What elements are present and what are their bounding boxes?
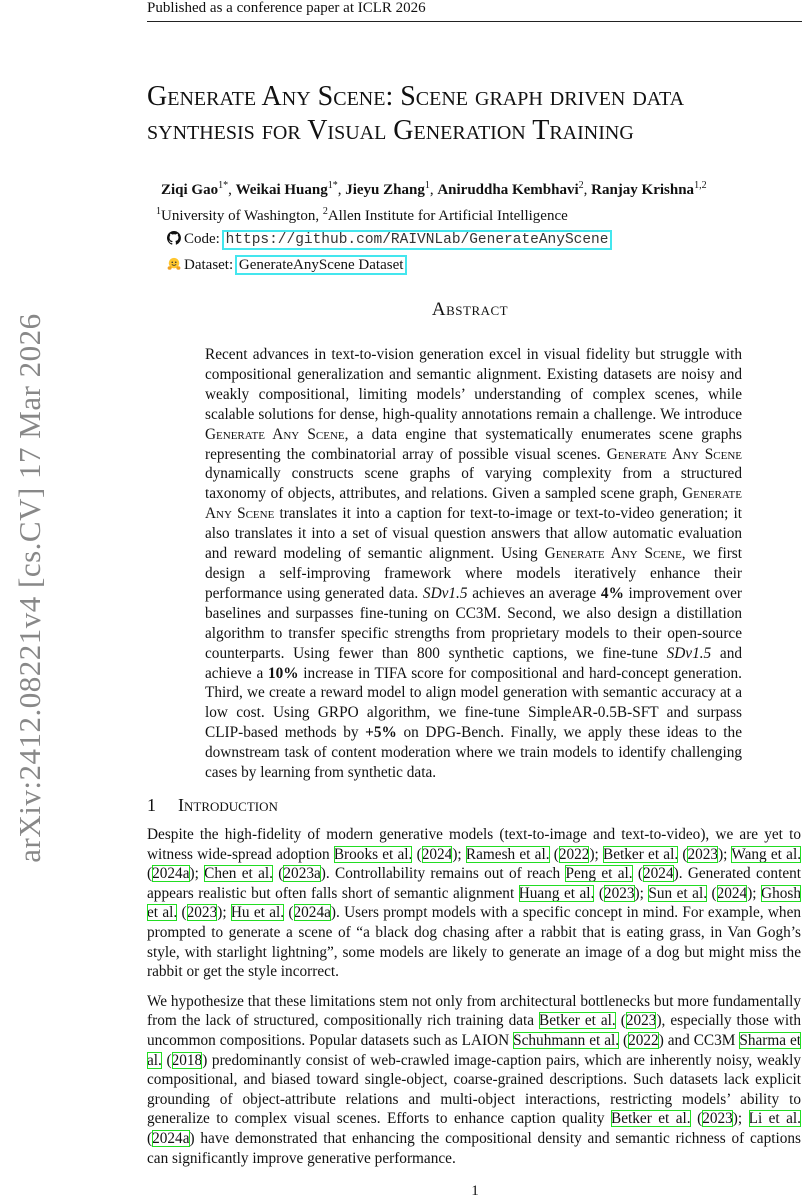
text-run: ) and CC3M: [658, 1031, 740, 1049]
author-sup: 1*: [327, 180, 338, 191]
affiliations: [156, 201, 707, 227]
citation-link[interactable]: Wang et al.: [731, 845, 802, 863]
citation-link[interactable]: 2018: [171, 1051, 203, 1069]
text-run: SDv1.5: [422, 584, 468, 602]
hugging-face-icon: [167, 257, 181, 278]
arxiv-stamp: arXiv:2412.08221v4 [cs.CV] 17 Mar 2026: [12, 313, 47, 863]
dataset-link[interactable]: GenerateAnyScene Dataset: [238, 257, 404, 273]
citation-link[interactable]: 2022: [558, 845, 590, 863]
paper-title: [147, 80, 802, 148]
text-run: Despite the high-fidelity of modern generative models (text-to-image and text-to-video), we are yet to witness wide-spread adoption: [147, 826, 801, 863]
author-name: Ranjay Krishna: [591, 182, 695, 198]
text-run: (: [412, 845, 422, 863]
text-run: (: [177, 904, 187, 922]
citation-link[interactable]: 2022: [628, 1031, 659, 1049]
author-sup: 1,2: [694, 180, 707, 191]
system-name: Generate Any Scene: [606, 445, 742, 463]
page-number: 1: [471, 1183, 479, 1199]
citation-link[interactable]: Schuhmann et al.: [513, 1031, 620, 1049]
title-line: Generate Any Scene: Scene graph driven data: [147, 81, 685, 112]
citation-link[interactable]: 2023: [186, 904, 218, 922]
text-run: (: [284, 904, 294, 922]
citation-link[interactable]: Ghosh et al.: [147, 884, 801, 922]
author-name: Weikai Huang: [235, 182, 328, 198]
citation-link[interactable]: Betker et al.: [603, 845, 679, 863]
affiliation: University of Washington,: [161, 208, 320, 224]
citation-link[interactable]: 2023: [687, 845, 719, 863]
citation-link[interactable]: 2024: [643, 865, 674, 883]
text-run: );: [189, 865, 205, 883]
citation-link[interactable]: Sharma et al.: [147, 1031, 802, 1069]
text-run: and achieve a: [205, 644, 742, 682]
citation-link[interactable]: Hu et al.: [230, 904, 285, 922]
title-line: synthesis for Visual Generation Training: [147, 115, 634, 146]
text-run: (: [678, 845, 688, 863]
text-run: , a data engine that systematically enumerates scene graphs representing the combinatorial array of possible visual scenes.: [205, 425, 742, 463]
citation-link[interactable]: 2023a: [283, 865, 321, 883]
affil-sup: 2: [322, 206, 328, 217]
system-name: Generate Any Scene: [544, 545, 682, 563]
text-run: (: [147, 1129, 153, 1147]
citation-link[interactable]: Li et al.: [748, 1110, 802, 1128]
author-sup: 2: [578, 180, 584, 191]
text-run: on DPG-Bench. Finally, we apply these ideas to the downstream task of content moderation where we train models to identify challenging cases by learning from synthetic data.: [205, 724, 742, 782]
system-name: Generate Any Scene: [205, 425, 345, 443]
text-run: );: [732, 1110, 749, 1128]
author-sup: 1*: [218, 180, 229, 191]
text-run: achieves an average: [467, 584, 601, 602]
github-icon: [167, 231, 181, 252]
author-list: Ziqi Gao$^{1*}$, Weikai Huang$^{1*}$, Jieyu Zhang$^1$, Aniruddha Kembhavi$^2$, Ranjay Krishna$^{1,2}$: [161, 180, 707, 198]
text-run: ). Generated content appears realistic but often falls short of semantic alignment: [147, 865, 802, 902]
text-run: ). Users prompt models with a specific concept in mind. For example, when prompted to generate a scene of “a black dog chasing after a rabbit that is eating grass, in Van Gogh’s style, with starlight lightning”, some models are likely to generate an image of a dog but might miss the rabbit or get the style incorrect.: [147, 904, 802, 981]
text-run: 10%: [267, 664, 299, 682]
author-name: Ziqi Gao: [161, 182, 219, 198]
citation-link[interactable]: Brooks et al.: [333, 845, 413, 863]
text-run: +5%: [365, 724, 397, 742]
header-rule: [147, 21, 802, 22]
dataset-line: [167, 255, 707, 278]
text-run: (: [147, 865, 153, 883]
text-run: (: [619, 1031, 629, 1049]
text-run: SDv1.5: [666, 644, 712, 662]
text-run: , we first design a self-improving framework where models iteratively enhance their performance using generated data.: [205, 545, 742, 602]
paragraph: [147, 992, 801, 1168]
citation-link[interactable]: Chen et al.: [204, 865, 273, 883]
paragraph: [147, 825, 801, 982]
text-run: We hypothesize that these limitations stem not only from architectural bottlenecks but more fundamentally from the lack of structured, compositionally rich training data: [147, 992, 801, 1030]
author-block: [156, 175, 707, 278]
text-run: );: [452, 845, 466, 863]
introduction-body: [147, 825, 801, 1178]
text-run: );: [217, 904, 231, 922]
code-line: [167, 229, 707, 252]
citation-link[interactable]: 2023: [603, 884, 635, 902]
text-run: (: [161, 1051, 172, 1069]
abstract-heading: Abstract: [431, 299, 509, 320]
text-run: (: [272, 865, 284, 883]
citation-link[interactable]: Peng et al.: [565, 865, 633, 883]
text-run: improvement over baselines and surpasses fine-tuning on CC3M. Second, we also design a distillation algorithm to transfer specific strengths from proprietary models to their open-source counterparts. Using fewer than 800 synthetic captions, we fine-tune: [205, 584, 742, 662]
text-run: ), especially those with uncommon compositions. Popular datasets such as LAION: [147, 1012, 801, 1049]
text-run: );: [589, 845, 604, 863]
running-header: Published as a conference paper at ICLR 2026: [147, 0, 426, 16]
text-run: 4%: [600, 584, 624, 602]
section-number: 1: [147, 795, 156, 815]
citation-link[interactable]: Sun et al.: [648, 884, 708, 902]
author-sup: 1: [424, 180, 430, 191]
citation-link[interactable]: 2023: [625, 1012, 657, 1030]
citation-link[interactable]: Huang et al.: [518, 884, 595, 902]
text-run: Recent advances in text-to-vision generation excel in visual fidelity but struggle with compositional generalization and semantic alignment. Existing datasets are noisy and weakly compositional, limiting models’ understanding of complex scenes, while scalable solutions for dense, high-quality annotations remain a challenge. We introduce: [205, 346, 742, 423]
citation-link[interactable]: 2023: [702, 1110, 733, 1128]
text-run: ). Controllability remains out of reach: [320, 865, 566, 883]
text-run: (: [707, 884, 717, 902]
code-url-link[interactable]: https://github.com/RAIVNLab/GenerateAnyScene: [225, 232, 609, 248]
text-run: );: [718, 845, 732, 863]
text-run: translates it into a caption for text-to-image or text-to-video generation; it also translates it into a set of visual question answers that allow automatic evaluation and reward modeling of semantic alignment. Using: [205, 505, 742, 563]
text-run: (: [632, 865, 643, 883]
section-title: Introduction: [178, 795, 278, 815]
citation-link[interactable]: 2024: [716, 884, 748, 902]
citation-link[interactable]: Ramesh et al.: [465, 845, 550, 863]
citation-link[interactable]: 2024: [421, 845, 453, 863]
dataset-label: Dataset:: [184, 257, 234, 273]
citation-link[interactable]: 2024a: [152, 865, 190, 883]
author-name: Jieyu Zhang: [345, 182, 425, 198]
affil-sup: 1: [156, 206, 161, 217]
text-run: (: [615, 1012, 626, 1030]
code-label: Code:: [184, 231, 220, 247]
text-run: (: [690, 1110, 703, 1128]
citation-link[interactable]: 2024a: [152, 1129, 190, 1147]
affiliation: Allen Institute for Artificial Intelligence: [327, 208, 568, 224]
citation-link[interactable]: Betker et al.: [611, 1110, 691, 1128]
system-name: Generate Any Scene: [205, 485, 742, 523]
text-run: ) have demonstrated that enhancing the compositional density and semantic richness of captions can significantly improve generative performance.: [147, 1129, 801, 1167]
section-heading: [147, 795, 300, 816]
text-run: (: [549, 845, 559, 863]
citation-link[interactable]: 2024a: [293, 904, 331, 922]
abstract-body: [205, 345, 742, 783]
author-name: Aniruddha Kembhavi: [437, 182, 579, 198]
text-run: );: [634, 884, 649, 902]
text-run: dynamically constructs scene graphs of varying complexity from a structured taxonomy of objects, attributes, and relations. Given a sampled scene graph,: [205, 465, 742, 503]
citation-link[interactable]: Betker et al.: [539, 1012, 616, 1030]
text-run: increase in TIFA score for compositional and hard-concept generation. Third, we create a reward model to align model generation with semantic accuracy at a low cost. Using GRPO algorithm, we fine-tune SimpleAR-0.5B-SFT and surpass CLIP-based methods by: [205, 664, 742, 742]
text-run: ) predominantly consist of web-crawled image-caption pairs, which are inherently noisy, weakly compositional, and biased toward single-object, coarse-grained descriptions. Such datasets lack explicit grounding of object-attribute relations and multi-object interactions, restricting models’ ability to generalize to complex visual scenes. Efforts to enhance caption quality: [147, 1051, 801, 1128]
text-run: );: [747, 884, 762, 902]
text-run: (: [594, 884, 604, 902]
